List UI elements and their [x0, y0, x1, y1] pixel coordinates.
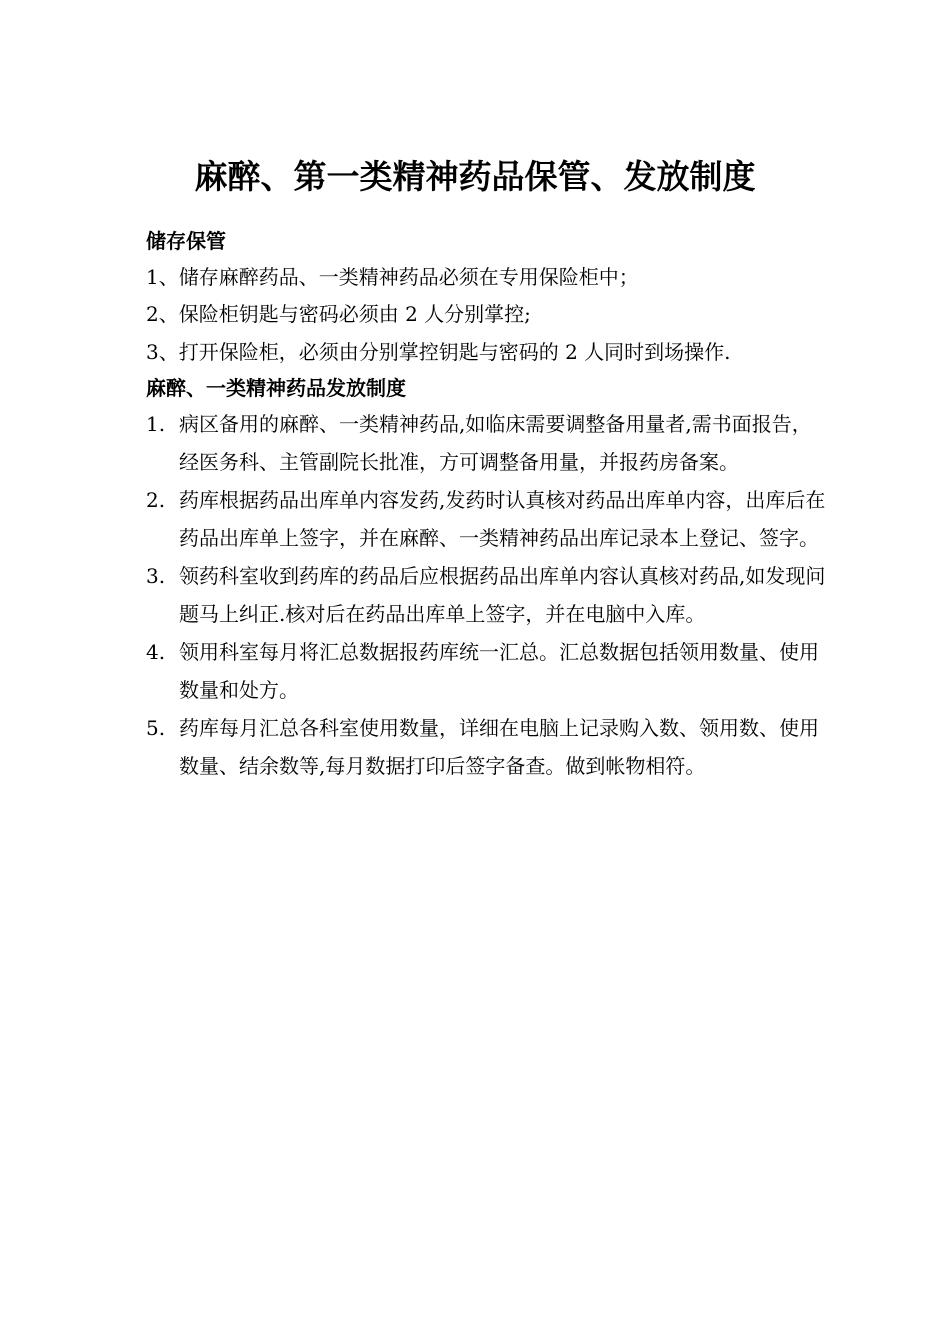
list-item-number: 1. — [146, 412, 166, 436]
list-item-text: 药库根据药品出库单内容发药,发药时认真核对药品出库单内容，出库后在药品出库单上签字，并在麻醉、一类精神药品出库记录本上登记、签字。 — [179, 488, 826, 550]
dispensing-list — [146, 405, 826, 785]
document-title: 麻醉、第一类精神药品保管、发放制度 — [194, 157, 756, 196]
storage-item-2: 2、保险柜钥匙与密码必须由 2 人分别掌控; — [146, 302, 531, 326]
list-item — [146, 481, 826, 557]
list-item — [146, 709, 826, 785]
storage-item-1: 1、储存麻醉药品、一类精神药品必须在专用保险柜中； — [146, 265, 639, 289]
list-item — [146, 405, 826, 481]
list-item — [146, 557, 826, 633]
storage-item-3: 3、打开保险柜，必须由分别掌控钥匙与密码的 2 人同时到场操作. — [146, 340, 731, 364]
list-item-number: 5. — [146, 716, 166, 740]
list-item-text: 领药科室收到药库的药品后应根据药品出库单内容认真核对药品,如发现问题马上纠正.核对后在药品出库单上签字，并在电脑中入库。 — [179, 564, 826, 626]
list-item — [146, 633, 826, 709]
list-item-text: 病区备用的麻醉、一类精神药品,如临床需要调整备用量者,需书面报告，经医务科、主管副院长批准，方可调整备用量，并报药房备案。 — [179, 412, 812, 474]
list-item-number: 2. — [146, 488, 166, 512]
list-item-text: 领用科室每月将汇总数据报药库统一汇总。汇总数据包括领用数量、使用数量和处方。 — [179, 640, 819, 702]
dispensing-section-heading: 麻醉、一类精神药品发放制度 — [146, 376, 406, 400]
list-item-number: 3. — [146, 564, 166, 588]
storage-section-heading: 储存保管 — [146, 229, 226, 253]
list-item-text: 药库每月汇总各科室使用数量，详细在电脑上记录购入数、领用数、使用数量、结余数等,每月数据打印后签字备查。做到帐物相符。 — [179, 716, 819, 778]
list-item-number: 4. — [146, 640, 166, 664]
